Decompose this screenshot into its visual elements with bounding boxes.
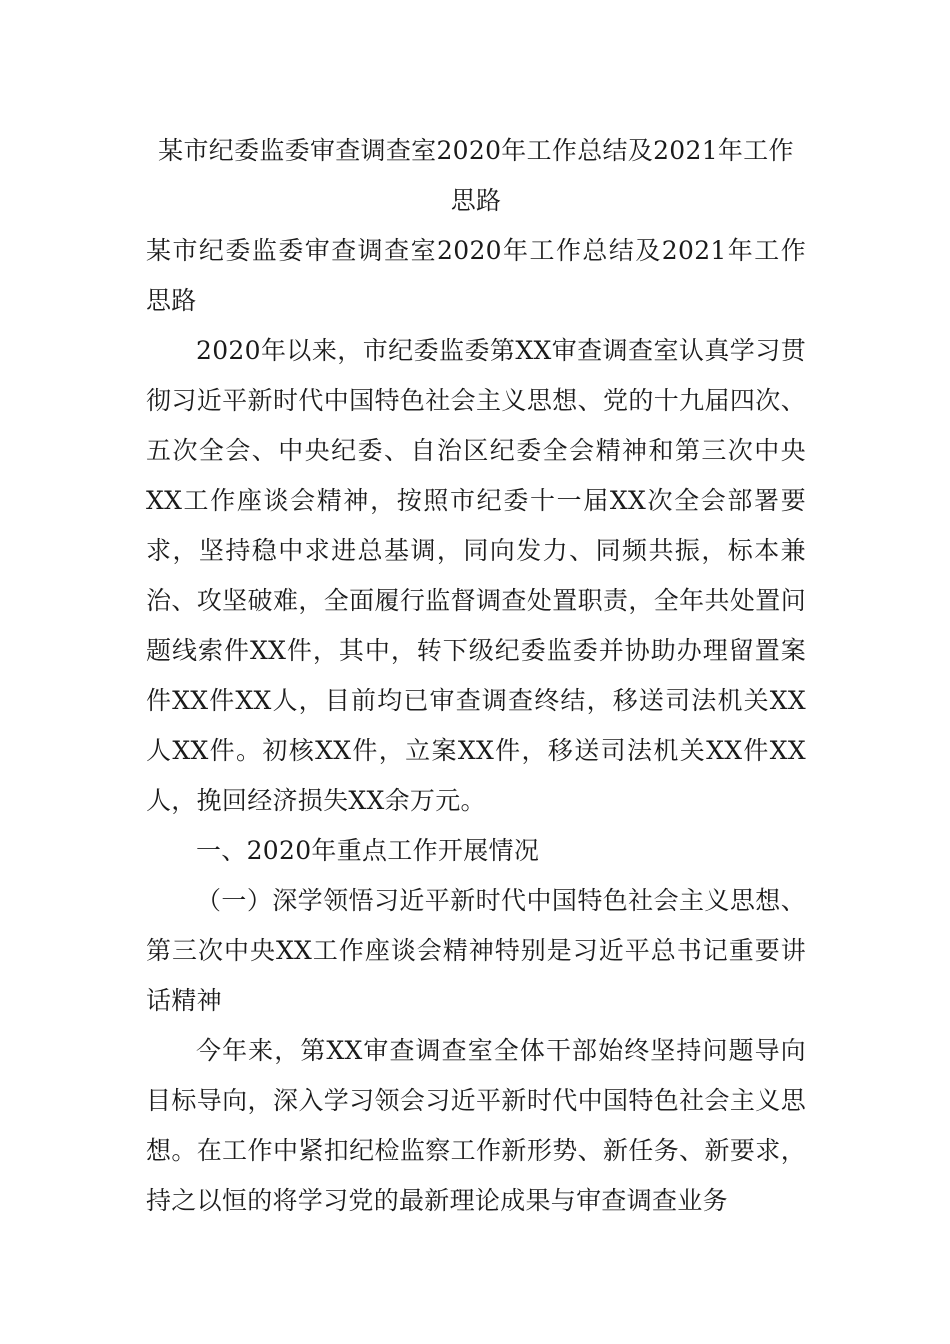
subsection-heading: （一）深学领悟习近平新时代中国特色社会主义思想、第三次中央XX工作座谈会精神特别是习近平总书记重要讲话精神: [146, 886, 806, 1015]
document-title: 某市纪委监委审查调查室2020年工作总结及2021年工作思路: [158, 136, 794, 215]
intro-paragraph: 2020年以来，市纪委监委第XX审查调查室认真学习贯彻习近平新时代中国特色社会主义思想、党的十九届四次、五次全会、中央纪委、自治区纪委全会精神和第三次中央XX工作座谈会精神，按照市纪委十一届XX次全会部署要求，坚持稳中求进总基调，同向发力、同频共振，标本兼治、攻坚破难，全面履行监督调查处置职责，全年共处置问题线索件XX件，其中，转下级纪委监委并协助办理留置案件XX件XX人，目前均已审查调查终结，移送司法机关XX人XX件。初核XX件，立案XX件，移送司法机关XX件XX人，挽回经济损失XX余万元。: [146, 336, 806, 815]
document-subtitle: 某市纪委监委审查调查室2020年工作总结及2021年工作思路: [146, 236, 806, 315]
body-paragraph: 今年来，第XX审查调查室全体干部始终坚持问题导向目标导向，深入学习领会习近平新时代中国特色社会主义思想。在工作中紧扣纪检监察工作新形势、新任务、新要求，持之以恒的将学习党的最新理论成果与审查调查业务: [146, 1036, 806, 1215]
document-body: [146, 126, 806, 1226]
section-heading: 一、2020年重点工作开展情况: [196, 836, 540, 865]
